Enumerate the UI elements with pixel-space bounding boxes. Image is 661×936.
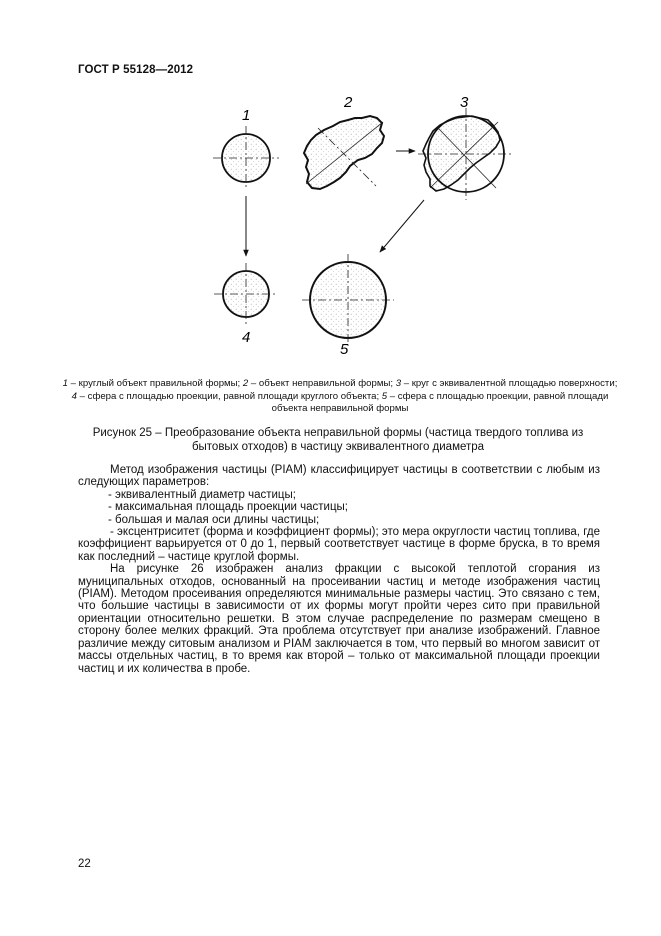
legend-text-5: – сфера с площадью проекции, равной площади объекта неправильной формы [271, 390, 609, 414]
sphere-object-4 [214, 263, 278, 326]
list-item: - эквивалентный диаметр частицы; [108, 488, 296, 501]
list-item: - большая и малая оси длины частицы; [108, 513, 320, 526]
document-header: ГОСТ Р 55128—2012 [78, 64, 194, 76]
particle-transformation-figure [190, 88, 530, 363]
legend-number-5: 5 [381, 390, 388, 402]
page-number: 22 [78, 858, 91, 870]
legend-number-3: 3 [395, 378, 402, 389]
main-paragraph: На рисунке 26 изображен анализ фракции с высокой теплотой сгорания из муниципальных отходов, основанный на просеивании частиц и методе изображения частиц (PIAM). Методом просеивания определяются минимальные размеры частиц. Это связано с тем, что большие частицы в зависимости от их формы могут пройти через сито при правильной ориентации относительно решетки. В этом случае распределение по размерам смещено в сторону более мелких фракций. Эта проблема отсутствует при анализе изображений. Главное различие между ситовым анализом и PIAM заключается в том, что первый во многом зависит от массы отдельных частиц, в то время как второй – только от максимальной площади проекции частиц и их количества в пробе. [78, 563, 600, 675]
legend-text-2: – объект неправильной формы; [248, 378, 396, 389]
legend-text-4: – сфера с площадью проекции, равной площади круглого объекта; [76, 390, 382, 402]
figure-label-5: 5 [340, 341, 349, 358]
arrow-3-to-5 [380, 200, 424, 252]
intro-paragraph: Метод изображения частицы (PIAM) классифицирует частицы в соответствии с любым из следующих параметров: [78, 464, 600, 489]
legend-number-1: 1 [62, 378, 68, 389]
list-item: - максимальная площадь проекции частицы; [108, 501, 349, 514]
figure-caption: Рисунок 25 – Преобразование объекта неправильной формы (частица твердого топлива из бытовых отходов) в частицу эквивалентного диаметра [92, 427, 584, 454]
figure-label-3: 3 [460, 94, 469, 111]
equivalent-circle-object-3 [418, 108, 514, 200]
figure-label-4: 4 [242, 329, 251, 346]
legend-text-3: – круг с эквивалентной площадью поверхности; [401, 378, 618, 389]
irregular-object-2 [304, 116, 384, 189]
sphere-object-5 [302, 254, 394, 346]
figure-label-2: 2 [344, 94, 353, 111]
legend-text-1: – круглый объект правильной формы; [67, 378, 243, 389]
body-text [78, 464, 600, 675]
list-item: - эксцентриситет (форма и коэффициент формы); это мера округлости частиц топлива, где коэффициент варьируется от 0 до 1, первый соответствует частице в форме бруска, в то время как последний – частице круглой формы. [78, 526, 600, 563]
figure-label-1: 1 [242, 107, 251, 124]
legend-number-4: 4 [71, 390, 77, 402]
figure-legend [60, 378, 620, 416]
round-object-1 [213, 126, 279, 190]
legend-number-2: 2 [242, 378, 249, 389]
